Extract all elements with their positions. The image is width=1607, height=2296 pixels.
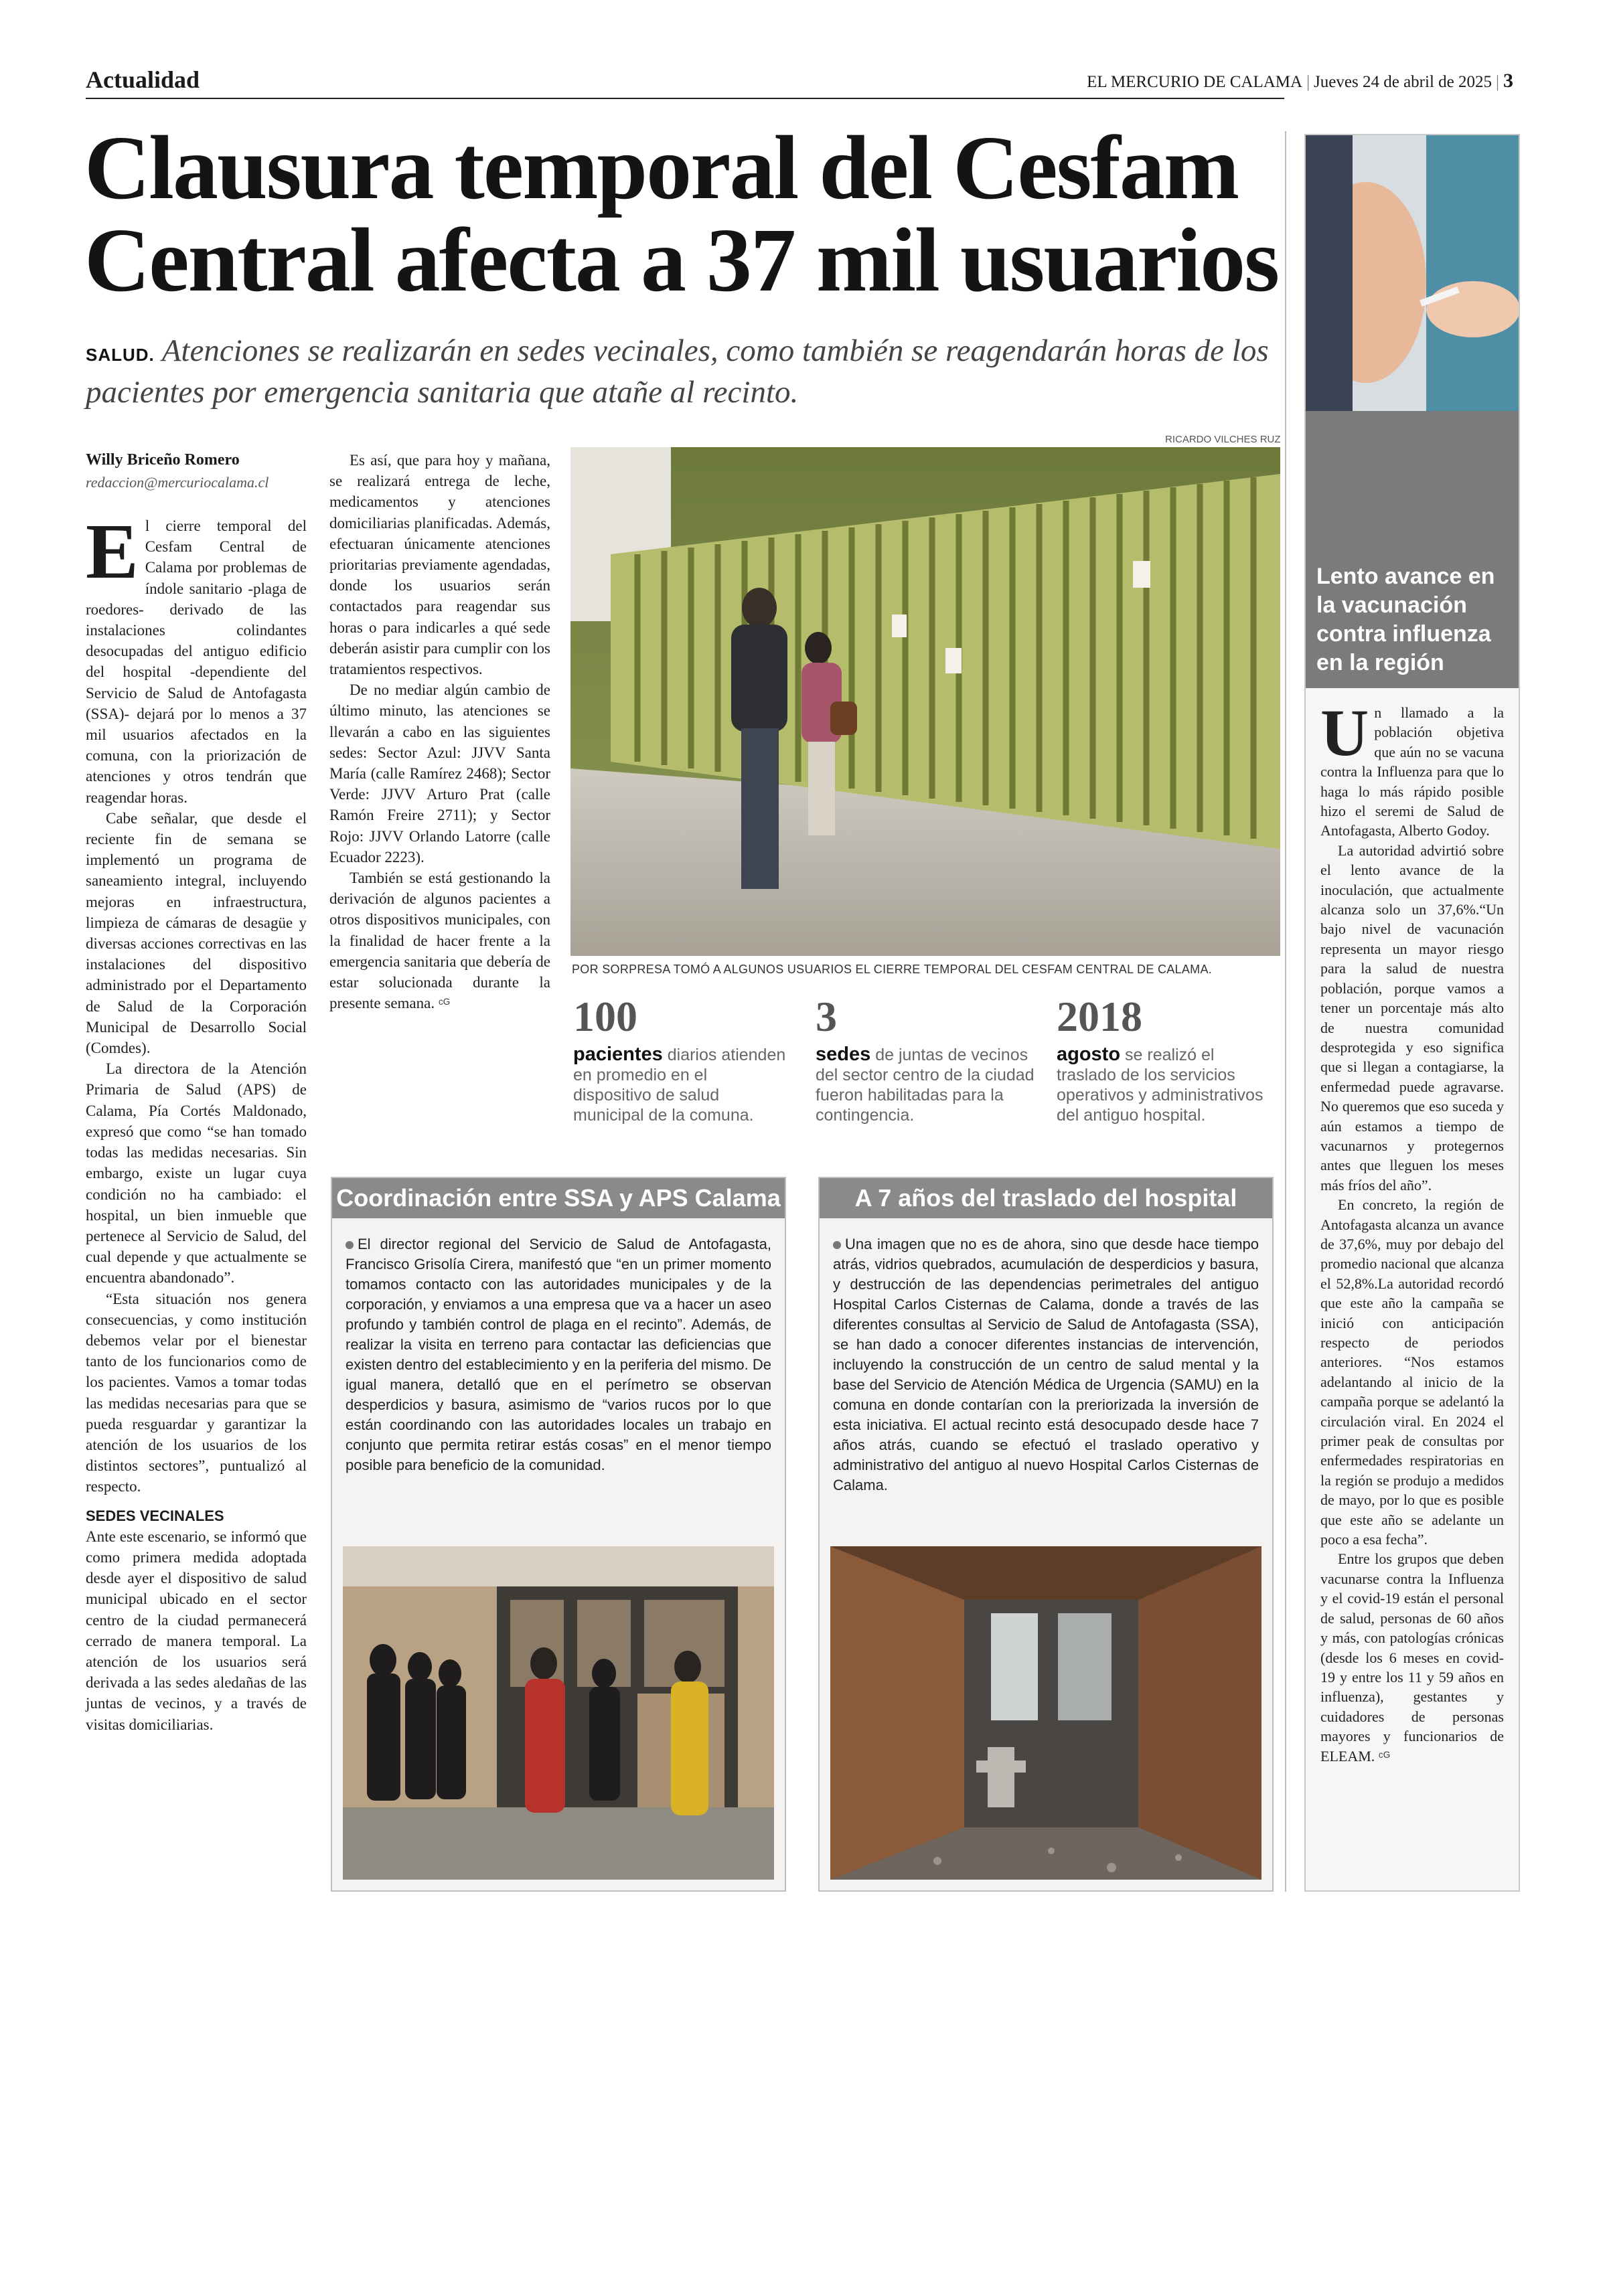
- sidebar-divider: [1285, 131, 1286, 1892]
- box-title: A 7 años del traslado del hospital: [820, 1178, 1272, 1218]
- sidebar-text: [1320, 695, 1504, 1767]
- drop-cap: U: [1320, 695, 1369, 770]
- newspaper-name: EL MERCURIO DE CALAMA: [1087, 73, 1303, 91]
- dek: [86, 332, 1278, 411]
- end-mark-icon: ᶜᴳ: [438, 997, 450, 1012]
- main-photo: [570, 447, 1280, 956]
- fence-photo-illustration: [570, 447, 1280, 956]
- article-paragraph: También se está gestionando la derivación de algunos pacientes a otros dispositivos municipales, con la finalidad de hacer frente a la emergencia sanitaria que debería de estar solucionada durante la presente semana. ᶜᴳ: [329, 870, 550, 1012]
- dek-text: Atenciones se realizarán en sedes vecinales, como también se reagendarán horas de los pacientes por emergencia sanitaria que atañe al recinto.: [86, 333, 1269, 410]
- hospital-interior-illustration: [830, 1546, 1261, 1880]
- article-paragraph: Cabe señalar, que desde el reciente fin de semana se implementó un programa de saneamiento integral, incluyendo mejoras en infraestructura, limpieza de cámaras de desagüe y diversas acciones correctivas en las instalaciones del dispositivo administrado por el Departamento de Salud de la Corporación Municipal de Desarrollo Social (Comdes).: [86, 809, 307, 1057]
- sidebar-paragraph: Un llamado a la población objetiva que aún no se vacuna contra la Influenza para que lo haga lo más rápido posible hizo el seremi de Salud de Antofagasta, Alberto Godoy.: [1320, 695, 1504, 839]
- stat-description: agosto se realizó el traslado de los servicios operativos y administrativos del antiguo hospital.: [1057, 1044, 1264, 1125]
- photo-credit: RICARDO VILCHES RUZ: [1165, 434, 1281, 445]
- box-coordination: [331, 1177, 786, 1892]
- photo-caption: POR SORPRESA TOMÓ A ALGUNOS USUARIOS EL CIERRE TEMPORAL DEL CESFAM CENTRAL DE CALAMA.: [572, 963, 1213, 976]
- article-column-2: [329, 450, 550, 1015]
- box-photo-hospital-interior: [830, 1546, 1261, 1880]
- dek-kicker: SALUD.: [86, 345, 155, 365]
- stat-number: 3: [816, 993, 837, 1040]
- publication-date: Jueves 24 de abril de 2025: [1314, 73, 1492, 91]
- stat-number: 2018: [1057, 993, 1142, 1040]
- section-label: Actualidad: [86, 66, 200, 93]
- page-number: 3: [1503, 70, 1513, 92]
- sidebar-paragraph: Entre los grupos que deben vacunarse contra la Influenza y el covid-19 están el personal de salud, personas de 60 años y más, con patologías crónicas (desde los 6 meses en covid-19 y entre los 11 y 59 años en influenza), gestantes y cuidadores de personas mayores y funcionarios de ELEAM. ᶜᴳ: [1320, 1550, 1504, 1765]
- bullet-icon: [346, 1241, 354, 1249]
- sidebar-vaccination: [1304, 134, 1520, 1892]
- stat-description: pacientes diarios atienden en promedio en el dispositivo de salud municipal de la comuna.: [573, 1044, 786, 1125]
- officials-photo-illustration: [343, 1546, 774, 1880]
- sidebar-paragraph: En concreto, la región de Antofagasta alcanza un avance de 37,6%, muy por debajo del promedio nacional que alcanza el 52,8%.La autoridad recordó que este año la campaña se inició con anticipación respecto de periodos anteriores. “Nos estamos adelantando al inicio de la campaña porque se adelantó la circulación viral. En 2024 el primer peak de consultas por enfermedades respiratorias en la región se produjo a medidos de mayo, por lo que es posible que este año se adelante un poco a esa fecha”.: [1320, 1196, 1504, 1548]
- subhead: SEDES VECINALES: [86, 1507, 224, 1524]
- article-paragraph: De no mediar algún cambio de último minuto, las atenciones se llevarán a cabo en las siguientes sedes: Sector Azul: JJVV Santa María (calle Ramírez 2468); Sector Verde: JJVV Arturo Prat (calle Ramón Freire 2711); y Sector Rojo: JJVV Orlando Latorre (calle Ecuador 2223).: [329, 681, 550, 866]
- end-mark-icon: ᶜᴳ: [1378, 1749, 1390, 1765]
- headline-line-2: Central afecta a 37 mil usuarios: [84, 210, 1279, 311]
- article-paragraph: La directora de la Atención Primaria de Salud (APS) de Calama, Pía Cortés Maldonado, expresó que como “se han tomado todas las medidas necesarias. Sin embargo, existe un lugar cuya condición no ha cambiado: el hospital, un bien inmueble que pertenece al Servicio de Salud, del cual depende y que actualmente se encuentra abandonado”.: [86, 1060, 307, 1287]
- vaccination-photo-illustration: [1306, 135, 1519, 411]
- article-column-1: [86, 507, 307, 1735]
- header-rule: [86, 98, 1284, 99]
- sidebar-photo: [1306, 135, 1519, 411]
- headline-line-1: Clausura temporal del Cesfam: [84, 118, 1239, 218]
- box-photo-officials: [343, 1546, 774, 1880]
- article-paragraph: “Esta situación nos genera consecuencias, y como institución debemos velar por el bienestar tanto de los funcionarios como de los pacientes. Vamos a tomar todas las medidas necesarias para que se pueda resguardar y garantizar la atención de los usuarios de los distintos sectores”, puntualizó al respecto.: [86, 1290, 307, 1495]
- article-paragraph: Es así, que para hoy y mañana, se realizará entrega de leche, medicamentos y atenciones domiciliarias planificadas. Además, efectuaran únicamente atenciones prioritarias previamente agendadas, donde los usuarios serán contactados para reagendar sus horas o para indicarles a qué sede deberán asistir para cumplir con los tratamientos respectivos.: [329, 452, 550, 678]
- headline: [84, 118, 1279, 311]
- byline-email: redaccion@mercuriocalama.cl: [86, 474, 269, 491]
- stat-number: 100: [573, 993, 637, 1040]
- article-paragraph: Ante este escenario, se informó que como primera medida adoptada desde ayer el dispositivo de salud municipal ubicado en el sector centro de la ciudad permanecerá cerrado de manera temporal. La atención de los usuarios será derivada a las sedes aledañas de las juntas de vecinos, y a través de visitas domiciliarias.: [86, 1528, 307, 1733]
- box-text: El director regional del Servicio de Salud de Antofagasta, Francisco Grisolía Cirera, manifestó que “en un primer momento tomamos contacto con las autoridades municipales y de la corporación, y enviamos a una empresa que va a hacer un aseo profundo y también control de plaga en el recinto”. Además, de realizar la visita en terreno para contactar las deficiencias que existen dentro del establecimiento y en la periferia del mismo. De igual manera, detalló que en el perímetro se observan desperdicios y basura, asimismo de “varios rucos por lo que están coordinando con las autoridades locales un trabajo en conjunto que permita retirar estás cosas” en el menor tiempo posible para beneficio de la comunidad.: [346, 1236, 771, 1473]
- article-paragraph: El cierre temporal del Cesfam Central de Calama por problemas de índole sanitario -plaga de roedores- derivado de las instalaciones colindantes desocupadas del antiguo edificio del hospital -dependiente del Servicio de Salud de Antofagasta (SSA)- dejará por lo menos a 37 mil usuarios afectados en la comuna, con la priorización de atenciones y otros tendrán que reagendar horas.: [86, 507, 307, 806]
- masthead: EL MERCURIO DE CALAMA | Jueves 24 de abril de 2025 | 3: [1087, 70, 1513, 92]
- box-hospital-relocation: [818, 1177, 1274, 1892]
- box-title: Coordinación entre SSA y APS Calama: [332, 1178, 785, 1218]
- bullet-icon: [833, 1241, 841, 1249]
- box-text: Una imagen que no es de ahora, sino que desde hace tiempo atrás, vidrios quebrados, acumulación de desperdicios y basura, y destrucción de las dependencias perimetrales del antiguo Hospital Carlos Cisternas de Calama, donde a través de las diferentes consultas al Servicio de Salud de Antofagasta (SSA), se han dado a conocer diferentes instancias de intervención, incluyendo la construcción de un centro de salud mental y la base del Servicio de Atención Médica de Urgencia (SAMU) en la comuna en donde contarían con la preriorizada la inversión de esta iniciativa. El actual recinto está desocupado desde hace 7 años atrás, cuando se efectuó el traslado operativo y administrativo del antiguo al nuevo Hospital Carlos Cisternas de Calama.: [833, 1236, 1259, 1493]
- byline-author: Willy Briceño Romero: [86, 451, 240, 469]
- drop-cap: E: [86, 507, 139, 595]
- sidebar-headline: Lento avance en la vacunación contra influenza en la región: [1306, 411, 1519, 688]
- stat-description: sedes de juntas de vecinos del sector centro de la ciudad fueron habilitadas para la contingencia.: [816, 1044, 1035, 1125]
- sidebar-paragraph: La autoridad advirtió sobre el lento avance de la inoculación, que actualmente alcanza solo un 37,6%.“Un bajo nivel de vacunación representa un mayor riesgo para la salud de nuestra población, porque vamos a tener un porcentaje más alto de nuestra comunidad desprotegida y eso significa que si llegan a contagiarse, la enfermedad puede agravarse. No queremos que eso suceda y aún estamos a tiempo de vacunarnos y protegernos antes que lleguen los meses más fríos del año”.: [1320, 841, 1504, 1194]
